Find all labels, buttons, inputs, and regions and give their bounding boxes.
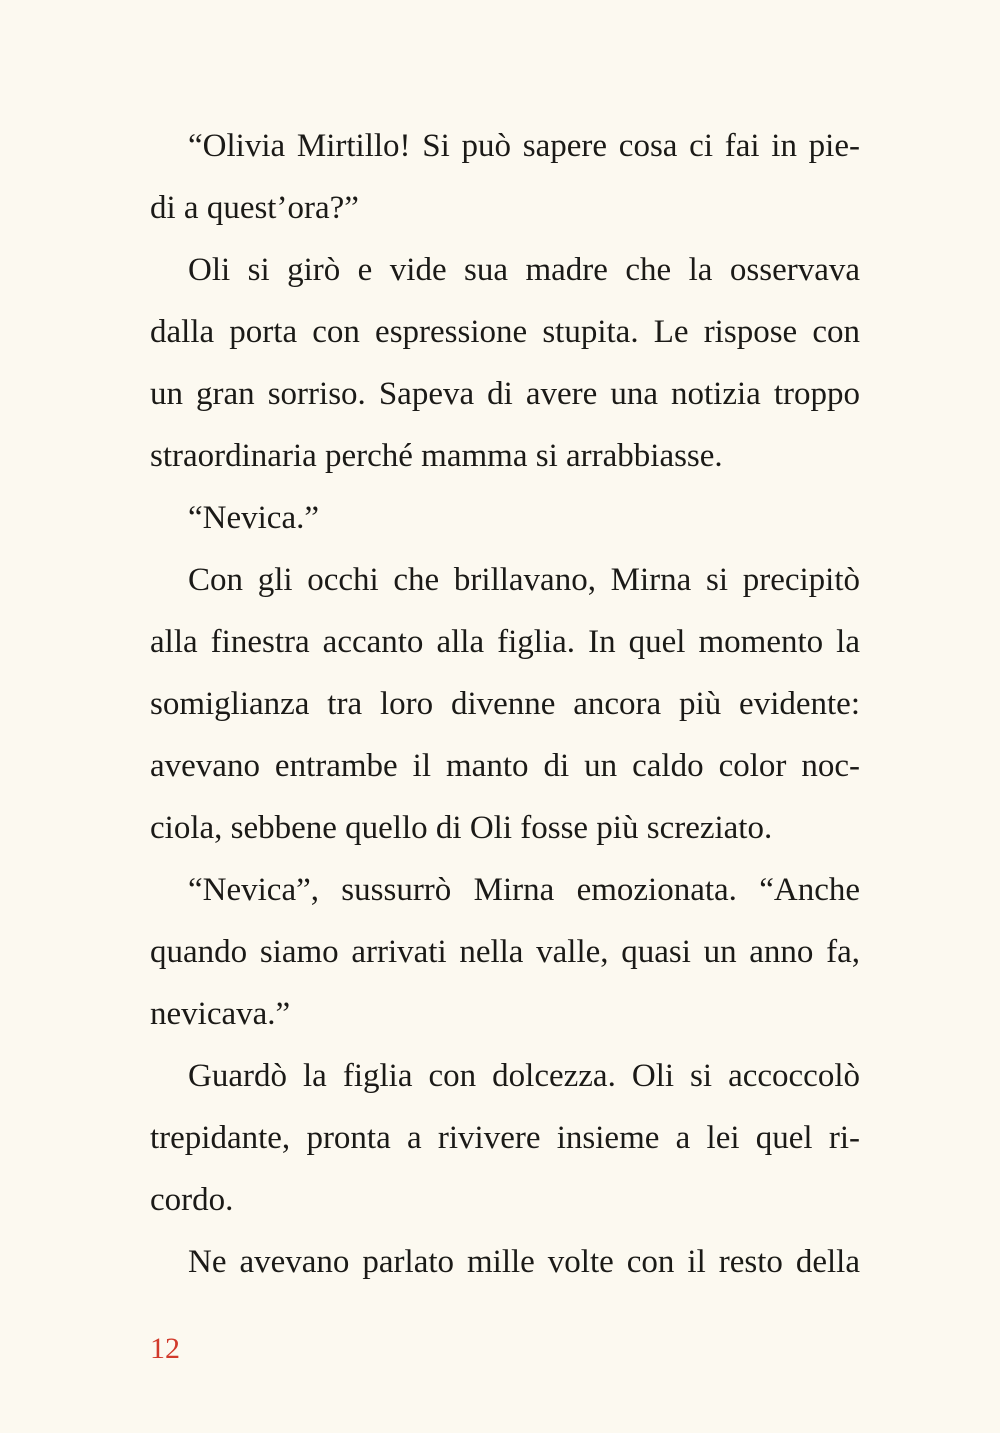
text-line: cordo. <box>150 1182 234 1218</box>
text-line: Ne avevano parlato mille volte con il resto della <box>188 1244 860 1280</box>
text-line: “Olivia Mirtillo! Si può sapere cosa ci fai in pie- <box>188 128 860 164</box>
text-line: nevicava.” <box>150 996 291 1032</box>
page-number: 12 <box>150 1332 180 1365</box>
text-line: quando siamo arrivati nella valle, quasi un anno fa, <box>150 934 860 970</box>
text-line: di a quest’ora?” <box>150 190 359 226</box>
text-line: somiglianza tra loro divenne ancora più evidente: <box>150 686 860 722</box>
text-line: “Nevica”, sussurrò Mirna emozionata. “Anche <box>188 872 860 908</box>
text-line: dalla porta con espressione stupita. Le rispose con <box>150 314 860 350</box>
text-line: alla finestra accanto alla figlia. In quel momento la <box>150 624 860 660</box>
text-line: ciola, sebbene quello di Oli fosse più screziato. <box>150 810 773 846</box>
text-line: straordinaria perché mamma si arrabbiasse. <box>150 438 723 474</box>
text-line: Oli si girò e vide sua madre che la osservava <box>188 252 860 288</box>
text-line: trepidante, pronta a rivivere insieme a lei quel ri- <box>150 1120 860 1156</box>
text-line: “Nevica.” <box>188 500 319 536</box>
text-line: Con gli occhi che brillavano, Mirna si precipitò <box>188 562 860 598</box>
page-text-block <box>150 115 860 1293</box>
text-line: un gran sorriso. Sapeva di avere una notizia troppo <box>150 376 860 412</box>
text-line: Guardò la figlia con dolcezza. Oli si accoccolò <box>188 1058 860 1094</box>
text-line: avevano entrambe il manto di un caldo color noc- <box>150 748 860 784</box>
